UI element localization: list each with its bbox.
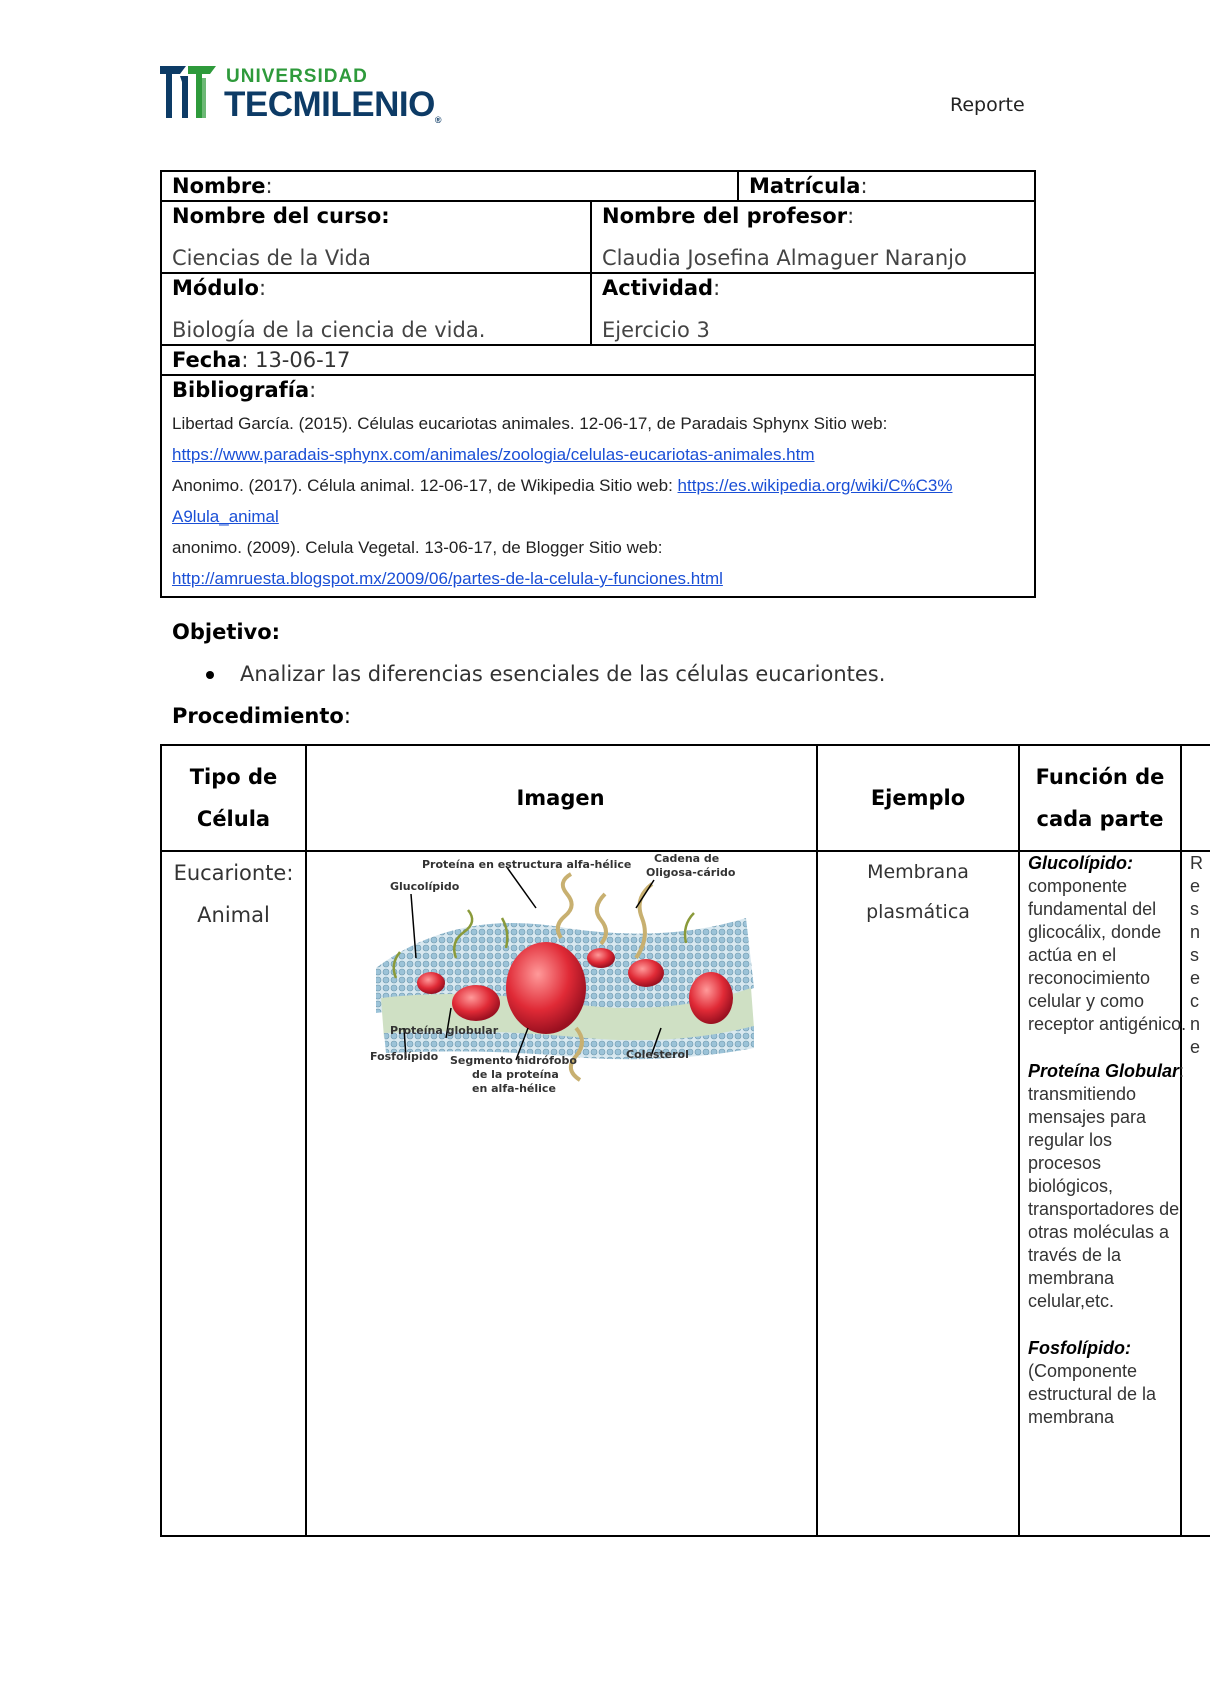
label-segmento-3: en alfa-hélice xyxy=(472,1082,556,1095)
cell-funcion xyxy=(1020,852,1188,1453)
info-row-name xyxy=(162,172,1034,202)
logo-mark-icon xyxy=(158,64,218,120)
logo-top-text: UNIVERSIDAD xyxy=(226,66,368,87)
objetivo-item xyxy=(206,662,885,686)
label-glucolipido: Glucolípido xyxy=(390,880,460,893)
header-tipo xyxy=(162,746,305,850)
cutoff-letter: e xyxy=(1190,876,1201,896)
matricula-label: Matrícula xyxy=(749,174,861,198)
profesor-cell: Nombre del profesor: Claudia Josefina Almaguer Naranjo xyxy=(590,202,1034,272)
header-funcion xyxy=(1020,746,1180,850)
modulo-cell: Módulo: Biología de la ciencia de vida. xyxy=(162,274,590,344)
cutoff-letter: s xyxy=(1190,899,1199,919)
cell-tipo-text: Eucarionte: Animal xyxy=(173,861,294,927)
nombre-cell: Nombre: xyxy=(172,174,273,198)
globular-protein xyxy=(506,942,586,1034)
globular-protein xyxy=(587,948,615,968)
objetivo-title: Objetivo: xyxy=(172,620,281,644)
nombre-label: Nombre xyxy=(172,174,266,198)
logo-registered-mark: ® xyxy=(434,115,441,125)
globular-protein xyxy=(628,959,664,987)
label-segmento-1: Segmento hidrófobo xyxy=(450,1054,577,1067)
bib-entry xyxy=(172,470,962,532)
cutoff-letter: n xyxy=(1190,1014,1201,1034)
funcion-term: Proteína Globular xyxy=(1028,1061,1180,1081)
bib-link[interactable]: https://www.paradais-sphynx.com/animales/zoologia/celulas-eucariotas-animales.htm xyxy=(172,445,815,464)
curso-cell xyxy=(162,202,590,272)
globular-protein xyxy=(689,972,733,1024)
profesor-value: Claudia Josefina Almaguer Naranjo xyxy=(602,246,967,270)
bib-text: Libertad García. (2015). Células eucariotas animales. 12-06-17, de Paradais Sphynx Sitio web: xyxy=(172,414,888,433)
cutoff-letter: e xyxy=(1190,968,1201,988)
cell-ejemplo-text: Membrana plasmática xyxy=(866,861,970,923)
header-tipo-text: Tipo de Célula xyxy=(189,765,278,831)
funcion-item xyxy=(1028,1337,1188,1429)
bullet-icon xyxy=(206,671,214,679)
bib-text: Anonimo. (2017). Célula animal. 12-06-17, de Wikipedia Sitio web: xyxy=(172,476,678,495)
info-row-course xyxy=(162,202,1034,274)
label-fosfolipido: Fosfolípido xyxy=(370,1050,439,1063)
cell-ejemplo xyxy=(818,850,1018,932)
bib-link[interactable]: https://es.wikipedia.org/wiki/C%C3%A9lula_animal xyxy=(172,476,953,526)
label-cadena-1: Cadena de xyxy=(654,852,720,865)
procedimiento-label: Procedimiento xyxy=(172,704,344,728)
label-pointer xyxy=(506,866,536,908)
profesor-label: Nombre del profesor xyxy=(602,204,848,228)
label-cadena-2: Oligosa-cárido xyxy=(646,866,736,879)
funcion-desc: (Componente estructural de la membrana xyxy=(1028,1361,1157,1427)
fecha-label: Fecha xyxy=(172,348,242,372)
bibliografia-cell: Bibliografía: Libertad García. (2015). Células eucariotas animales. 12-06-17, de Paradais Sphynx Sitio web: https://www.paradais-sphynx.com/animales/zoologia/celulas-eucariotas-animales.htm Anonimo. (2017). Célula animal. 12-06-17, de Wikipedia Sitio web: https://es.wikipedia.org/wiki/C%C3%A9lula_animal anonimo. (2009). Celula Vegetal. 13-06-17, de Blogger Sitio web: http://amruesta.blogspot.mx/2009/06/partes-de-la-celula-y-funciones.html xyxy=(162,376,1034,596)
fecha-value: 13-06-17 xyxy=(255,348,351,372)
info-row-bibliography xyxy=(162,376,1034,596)
funcion-item: Proteína Globular: transmitiendo mensajes para regular los procesos biológicos, transportadores de otras moléculas a través de la membrana celular,etc. xyxy=(1028,1061,1185,1311)
label-alfa: Proteína en estructura alfa-hélice xyxy=(422,858,632,871)
info-row-date xyxy=(162,346,1034,376)
bib-text: anonimo. (2009). Celula Vegetal. 13-06-17, de Blogger Sitio web: xyxy=(172,538,663,557)
cutoff-letter: e xyxy=(1190,1037,1201,1057)
funcion-desc: transmitiendo mensajes para regular los procesos biológicos, transportadores de otras moléculas a través de la membrana celular,etc. xyxy=(1028,1084,1180,1311)
objetivo-item-text: Analizar las diferencias esenciales de las células eucariontes. xyxy=(240,662,886,686)
curso-value: Ciencias de la Vida xyxy=(172,246,371,270)
logo-main-text xyxy=(224,85,441,125)
funcion-term: Glucolípido: xyxy=(1028,853,1133,873)
funcion-desc: componente fundamental del glicocálix, donde actúa en el reconocimiento celular y como receptor antigénico. xyxy=(1028,876,1187,1034)
cutoff-letter: s xyxy=(1190,945,1199,965)
bib-entry xyxy=(172,408,1024,470)
label-pointer xyxy=(636,880,654,908)
cell-membrane-illustration xyxy=(206,848,766,1098)
procedimiento-title: Procedimiento: xyxy=(172,704,351,728)
logo-main-word: TECMILENIO xyxy=(224,85,435,124)
bib-entry xyxy=(172,532,1024,594)
modulo-value: Biología de la ciencia de vida. xyxy=(172,318,486,342)
globular-protein xyxy=(452,985,500,1021)
label-colesterol: Colesterol xyxy=(626,1048,689,1061)
actividad-label: Actividad xyxy=(602,276,714,300)
curso-label: Nombre del curso: xyxy=(172,204,390,228)
university-logo xyxy=(158,60,458,126)
cutoff-letter: R xyxy=(1190,853,1203,873)
bib-link[interactable]: http://amruesta.blogspot.mx/2009/06/partes-de-la-celula-y-funciones.html xyxy=(172,569,723,588)
cutoff-letter: n xyxy=(1190,922,1201,942)
funcion-term: Fosfolípido: xyxy=(1028,1338,1131,1358)
matricula-cell: Matrícula: xyxy=(737,172,1034,200)
report-label: Reporte xyxy=(950,94,1025,116)
label-proteina-globular: Proteína globular xyxy=(390,1024,499,1037)
actividad-value: Ejercicio 3 xyxy=(602,318,710,342)
header-funcion-text: Función de cada parte xyxy=(1035,765,1165,831)
actividad-cell: Actividad: Ejercicio 3 xyxy=(590,274,1034,344)
funcion-item xyxy=(1028,852,1188,1036)
globular-protein xyxy=(417,972,445,994)
modulo-label: Módulo xyxy=(172,276,259,300)
bibliografia-label: Bibliografía xyxy=(172,378,310,402)
cell-cutoff-column xyxy=(1190,852,1210,1059)
header-ejemplo: Ejemplo xyxy=(870,786,966,810)
header-info-table xyxy=(160,170,1036,598)
fecha-cell: Fecha: 13-06-17 xyxy=(172,348,351,372)
label-segmento-2: de la proteína xyxy=(472,1068,559,1081)
info-row-module xyxy=(162,274,1034,346)
header-imagen: Imagen xyxy=(516,786,605,810)
cutoff-letter: c xyxy=(1190,991,1199,1011)
